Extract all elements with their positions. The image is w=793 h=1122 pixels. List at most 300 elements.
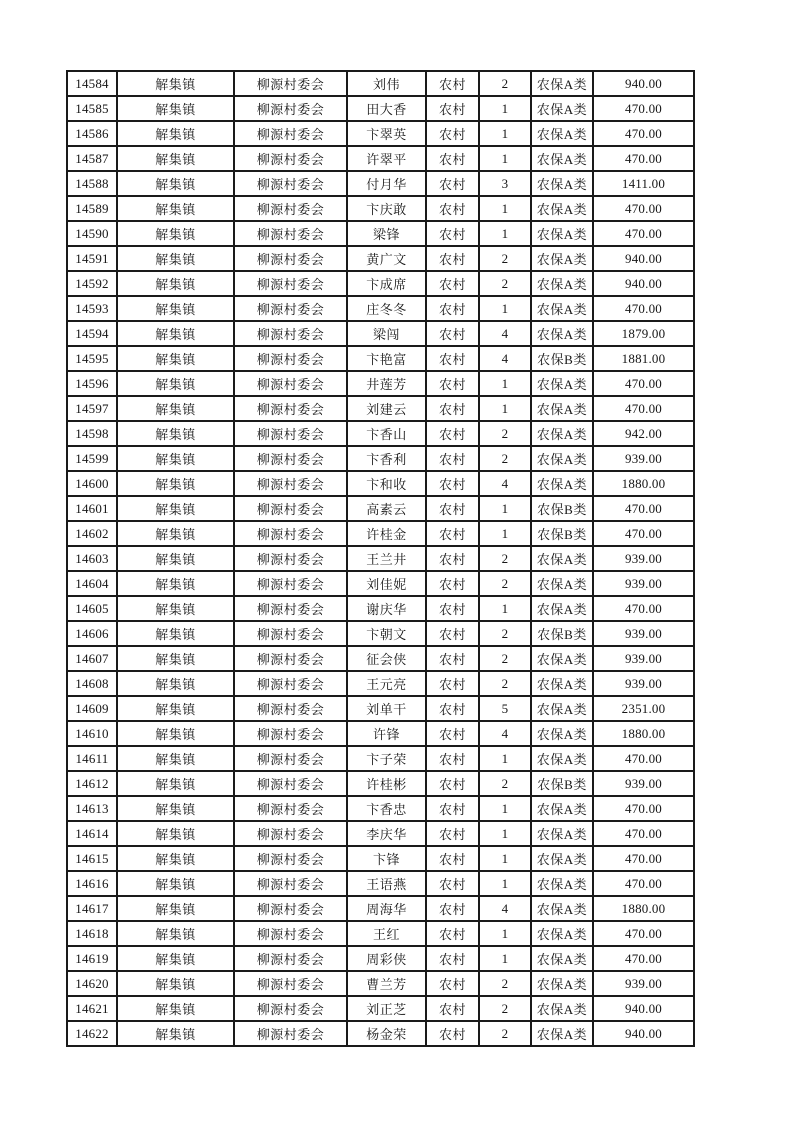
cell-residence-type: 农村 bbox=[426, 446, 479, 471]
cell-record-id: 14615 bbox=[67, 846, 117, 871]
cell-amount: 942.00 bbox=[593, 421, 694, 446]
cell-person-count: 2 bbox=[479, 421, 531, 446]
cell-record-id: 14594 bbox=[67, 321, 117, 346]
cell-town: 解集镇 bbox=[117, 221, 234, 246]
cell-insurance-category: 农保B类 bbox=[531, 496, 593, 521]
cell-record-id: 14590 bbox=[67, 221, 117, 246]
cell-village-committee: 柳源村委会 bbox=[234, 496, 347, 521]
cell-town: 解集镇 bbox=[117, 371, 234, 396]
cell-amount: 470.00 bbox=[593, 296, 694, 321]
cell-record-id: 14618 bbox=[67, 921, 117, 946]
cell-town: 解集镇 bbox=[117, 471, 234, 496]
cell-person-name: 谢庆华 bbox=[347, 596, 426, 621]
cell-insurance-category: 农保A类 bbox=[531, 146, 593, 171]
cell-town: 解集镇 bbox=[117, 246, 234, 271]
cell-residence-type: 农村 bbox=[426, 971, 479, 996]
cell-insurance-category: 农保A类 bbox=[531, 546, 593, 571]
cell-town: 解集镇 bbox=[117, 946, 234, 971]
cell-insurance-category: 农保A类 bbox=[531, 921, 593, 946]
cell-person-count: 1 bbox=[479, 296, 531, 321]
cell-village-committee: 柳源村委会 bbox=[234, 246, 347, 271]
cell-residence-type: 农村 bbox=[426, 921, 479, 946]
cell-residence-type: 农村 bbox=[426, 346, 479, 371]
cell-village-committee: 柳源村委会 bbox=[234, 946, 347, 971]
cell-insurance-category: 农保A类 bbox=[531, 471, 593, 496]
cell-record-id: 14622 bbox=[67, 1021, 117, 1046]
cell-person-name: 刘单干 bbox=[347, 696, 426, 721]
cell-insurance-category: 农保A类 bbox=[531, 196, 593, 221]
table-row bbox=[67, 571, 694, 596]
table-row bbox=[67, 671, 694, 696]
cell-person-count: 2 bbox=[479, 971, 531, 996]
cell-person-count: 1 bbox=[479, 746, 531, 771]
cell-amount: 939.00 bbox=[593, 671, 694, 696]
cell-residence-type: 农村 bbox=[426, 246, 479, 271]
cell-residence-type: 农村 bbox=[426, 521, 479, 546]
cell-town: 解集镇 bbox=[117, 121, 234, 146]
cell-residence-type: 农村 bbox=[426, 421, 479, 446]
cell-amount: 470.00 bbox=[593, 371, 694, 396]
cell-amount: 470.00 bbox=[593, 521, 694, 546]
cell-record-id: 14620 bbox=[67, 971, 117, 996]
cell-person-count: 2 bbox=[479, 671, 531, 696]
cell-town: 解集镇 bbox=[117, 271, 234, 296]
cell-residence-type: 农村 bbox=[426, 221, 479, 246]
cell-village-committee: 柳源村委会 bbox=[234, 571, 347, 596]
cell-person-name: 卞香山 bbox=[347, 421, 426, 446]
cell-village-committee: 柳源村委会 bbox=[234, 796, 347, 821]
cell-person-name: 卞朝文 bbox=[347, 621, 426, 646]
cell-person-name: 梁锋 bbox=[347, 221, 426, 246]
cell-person-count: 1 bbox=[479, 396, 531, 421]
cell-village-committee: 柳源村委会 bbox=[234, 671, 347, 696]
cell-insurance-category: 农保A类 bbox=[531, 796, 593, 821]
table-body bbox=[67, 71, 694, 1046]
cell-record-id: 14609 bbox=[67, 696, 117, 721]
cell-person-count: 2 bbox=[479, 771, 531, 796]
cell-amount: 470.00 bbox=[593, 596, 694, 621]
table-row bbox=[67, 971, 694, 996]
cell-village-committee: 柳源村委会 bbox=[234, 596, 347, 621]
cell-town: 解集镇 bbox=[117, 671, 234, 696]
cell-residence-type: 农村 bbox=[426, 946, 479, 971]
cell-village-committee: 柳源村委会 bbox=[234, 696, 347, 721]
cell-insurance-category: 农保A类 bbox=[531, 96, 593, 121]
cell-residence-type: 农村 bbox=[426, 821, 479, 846]
cell-residence-type: 农村 bbox=[426, 1021, 479, 1046]
cell-person-name: 卞锋 bbox=[347, 846, 426, 871]
cell-residence-type: 农村 bbox=[426, 146, 479, 171]
cell-person-name: 杨金荣 bbox=[347, 1021, 426, 1046]
cell-person-name: 卞艳富 bbox=[347, 346, 426, 371]
cell-person-name: 许锋 bbox=[347, 721, 426, 746]
cell-insurance-category: 农保A类 bbox=[531, 596, 593, 621]
cell-village-committee: 柳源村委会 bbox=[234, 421, 347, 446]
cell-record-id: 14619 bbox=[67, 946, 117, 971]
cell-residence-type: 农村 bbox=[426, 896, 479, 921]
cell-village-committee: 柳源村委会 bbox=[234, 296, 347, 321]
cell-insurance-category: 农保A类 bbox=[531, 71, 593, 96]
cell-amount: 1880.00 bbox=[593, 721, 694, 746]
cell-person-count: 2 bbox=[479, 246, 531, 271]
cell-amount: 939.00 bbox=[593, 571, 694, 596]
cell-village-committee: 柳源村委会 bbox=[234, 221, 347, 246]
cell-amount: 939.00 bbox=[593, 621, 694, 646]
cell-residence-type: 农村 bbox=[426, 296, 479, 321]
table-row bbox=[67, 546, 694, 571]
cell-person-name: 王元亮 bbox=[347, 671, 426, 696]
cell-residence-type: 农村 bbox=[426, 396, 479, 421]
cell-village-committee: 柳源村委会 bbox=[234, 971, 347, 996]
cell-person-name: 卞香忠 bbox=[347, 796, 426, 821]
cell-village-committee: 柳源村委会 bbox=[234, 1021, 347, 1046]
cell-person-count: 1 bbox=[479, 146, 531, 171]
cell-town: 解集镇 bbox=[117, 346, 234, 371]
cell-person-count: 2 bbox=[479, 271, 531, 296]
cell-record-id: 14586 bbox=[67, 121, 117, 146]
cell-person-name: 刘伟 bbox=[347, 71, 426, 96]
cell-person-count: 5 bbox=[479, 696, 531, 721]
cell-residence-type: 农村 bbox=[426, 171, 479, 196]
cell-record-id: 14596 bbox=[67, 371, 117, 396]
cell-town: 解集镇 bbox=[117, 896, 234, 921]
cell-amount: 470.00 bbox=[593, 821, 694, 846]
cell-insurance-category: 农保B类 bbox=[531, 521, 593, 546]
cell-person-count: 2 bbox=[479, 546, 531, 571]
cell-person-name: 周彩侠 bbox=[347, 946, 426, 971]
cell-amount: 2351.00 bbox=[593, 696, 694, 721]
cell-insurance-category: 农保A类 bbox=[531, 871, 593, 896]
cell-person-name: 庄冬冬 bbox=[347, 296, 426, 321]
cell-record-id: 14617 bbox=[67, 896, 117, 921]
cell-person-name: 王红 bbox=[347, 921, 426, 946]
cell-record-id: 14602 bbox=[67, 521, 117, 546]
cell-village-committee: 柳源村委会 bbox=[234, 446, 347, 471]
cell-person-count: 1 bbox=[479, 496, 531, 521]
table-row bbox=[67, 871, 694, 896]
cell-residence-type: 农村 bbox=[426, 471, 479, 496]
table-row bbox=[67, 821, 694, 846]
cell-person-name: 李庆华 bbox=[347, 821, 426, 846]
cell-village-committee: 柳源村委会 bbox=[234, 346, 347, 371]
cell-record-id: 14598 bbox=[67, 421, 117, 446]
cell-insurance-category: 农保A类 bbox=[531, 721, 593, 746]
cell-town: 解集镇 bbox=[117, 721, 234, 746]
cell-person-name: 卞翠英 bbox=[347, 121, 426, 146]
cell-person-name: 王兰井 bbox=[347, 546, 426, 571]
cell-residence-type: 农村 bbox=[426, 721, 479, 746]
cell-person-count: 4 bbox=[479, 471, 531, 496]
cell-town: 解集镇 bbox=[117, 396, 234, 421]
cell-town: 解集镇 bbox=[117, 871, 234, 896]
cell-amount: 940.00 bbox=[593, 271, 694, 296]
table-row bbox=[67, 296, 694, 321]
table-row bbox=[67, 796, 694, 821]
cell-residence-type: 农村 bbox=[426, 271, 479, 296]
cell-person-name: 卞和收 bbox=[347, 471, 426, 496]
cell-village-committee: 柳源村委会 bbox=[234, 71, 347, 96]
cell-town: 解集镇 bbox=[117, 746, 234, 771]
cell-residence-type: 农村 bbox=[426, 846, 479, 871]
cell-residence-type: 农村 bbox=[426, 96, 479, 121]
cell-record-id: 14592 bbox=[67, 271, 117, 296]
cell-person-name: 井莲芳 bbox=[347, 371, 426, 396]
cell-amount: 1880.00 bbox=[593, 471, 694, 496]
cell-amount: 470.00 bbox=[593, 396, 694, 421]
cell-insurance-category: 农保A类 bbox=[531, 696, 593, 721]
cell-residence-type: 农村 bbox=[426, 771, 479, 796]
cell-person-name: 刘建云 bbox=[347, 396, 426, 421]
cell-amount: 470.00 bbox=[593, 121, 694, 146]
cell-insurance-category: 农保A类 bbox=[531, 646, 593, 671]
cell-insurance-category: 农保B类 bbox=[531, 346, 593, 371]
cell-residence-type: 农村 bbox=[426, 121, 479, 146]
cell-person-count: 1 bbox=[479, 921, 531, 946]
cell-insurance-category: 农保A类 bbox=[531, 396, 593, 421]
cell-person-count: 2 bbox=[479, 446, 531, 471]
cell-amount: 1880.00 bbox=[593, 896, 694, 921]
cell-person-name: 刘佳妮 bbox=[347, 571, 426, 596]
cell-amount: 1879.00 bbox=[593, 321, 694, 346]
cell-residence-type: 农村 bbox=[426, 996, 479, 1021]
table-row bbox=[67, 771, 694, 796]
cell-record-id: 14605 bbox=[67, 596, 117, 621]
cell-record-id: 14588 bbox=[67, 171, 117, 196]
cell-town: 解集镇 bbox=[117, 1021, 234, 1046]
cell-town: 解集镇 bbox=[117, 821, 234, 846]
table-row bbox=[67, 921, 694, 946]
cell-record-id: 14604 bbox=[67, 571, 117, 596]
cell-village-committee: 柳源村委会 bbox=[234, 521, 347, 546]
cell-person-count: 2 bbox=[479, 646, 531, 671]
cell-amount: 470.00 bbox=[593, 746, 694, 771]
cell-record-id: 14606 bbox=[67, 621, 117, 646]
cell-insurance-category: 农保A类 bbox=[531, 171, 593, 196]
cell-insurance-category: 农保A类 bbox=[531, 321, 593, 346]
table-row bbox=[67, 596, 694, 621]
cell-person-name: 高素云 bbox=[347, 496, 426, 521]
cell-person-name: 卞成席 bbox=[347, 271, 426, 296]
cell-village-committee: 柳源村委会 bbox=[234, 96, 347, 121]
cell-record-id: 14621 bbox=[67, 996, 117, 1021]
cell-amount: 470.00 bbox=[593, 221, 694, 246]
table-row bbox=[67, 521, 694, 546]
cell-insurance-category: 农保B类 bbox=[531, 621, 593, 646]
records-table bbox=[66, 70, 695, 1047]
cell-amount: 470.00 bbox=[593, 796, 694, 821]
cell-village-committee: 柳源村委会 bbox=[234, 621, 347, 646]
cell-residence-type: 农村 bbox=[426, 371, 479, 396]
table-row bbox=[67, 446, 694, 471]
cell-person-name: 许桂金 bbox=[347, 521, 426, 546]
cell-amount: 470.00 bbox=[593, 146, 694, 171]
cell-record-id: 14600 bbox=[67, 471, 117, 496]
cell-town: 解集镇 bbox=[117, 521, 234, 546]
cell-insurance-category: 农保A类 bbox=[531, 1021, 593, 1046]
cell-village-committee: 柳源村委会 bbox=[234, 996, 347, 1021]
cell-village-committee: 柳源村委会 bbox=[234, 371, 347, 396]
cell-person-name: 周海华 bbox=[347, 896, 426, 921]
cell-record-id: 14612 bbox=[67, 771, 117, 796]
cell-village-committee: 柳源村委会 bbox=[234, 396, 347, 421]
cell-record-id: 14591 bbox=[67, 246, 117, 271]
cell-person-name: 许桂彬 bbox=[347, 771, 426, 796]
table-row bbox=[67, 196, 694, 221]
table-row bbox=[67, 1021, 694, 1046]
cell-person-count: 1 bbox=[479, 96, 531, 121]
table-row bbox=[67, 96, 694, 121]
cell-town: 解集镇 bbox=[117, 646, 234, 671]
cell-amount: 939.00 bbox=[593, 546, 694, 571]
cell-residence-type: 农村 bbox=[426, 196, 479, 221]
cell-residence-type: 农村 bbox=[426, 871, 479, 896]
table-row bbox=[67, 321, 694, 346]
cell-person-name: 刘正芝 bbox=[347, 996, 426, 1021]
cell-insurance-category: 农保A类 bbox=[531, 246, 593, 271]
cell-person-count: 1 bbox=[479, 596, 531, 621]
table-row bbox=[67, 171, 694, 196]
cell-amount: 470.00 bbox=[593, 946, 694, 971]
cell-town: 解集镇 bbox=[117, 496, 234, 521]
cell-person-name: 曹兰芳 bbox=[347, 971, 426, 996]
cell-record-id: 14611 bbox=[67, 746, 117, 771]
cell-amount: 470.00 bbox=[593, 196, 694, 221]
cell-village-committee: 柳源村委会 bbox=[234, 846, 347, 871]
cell-person-count: 1 bbox=[479, 821, 531, 846]
cell-amount: 940.00 bbox=[593, 246, 694, 271]
cell-insurance-category: 农保A类 bbox=[531, 571, 593, 596]
cell-insurance-category: 农保A类 bbox=[531, 671, 593, 696]
cell-insurance-category: 农保A类 bbox=[531, 121, 593, 146]
table-row bbox=[67, 721, 694, 746]
cell-residence-type: 农村 bbox=[426, 596, 479, 621]
cell-amount: 470.00 bbox=[593, 871, 694, 896]
cell-residence-type: 农村 bbox=[426, 696, 479, 721]
cell-village-committee: 柳源村委会 bbox=[234, 321, 347, 346]
table-row bbox=[67, 946, 694, 971]
cell-record-id: 14608 bbox=[67, 671, 117, 696]
cell-town: 解集镇 bbox=[117, 571, 234, 596]
cell-amount: 939.00 bbox=[593, 771, 694, 796]
table-row bbox=[67, 846, 694, 871]
cell-person-count: 4 bbox=[479, 721, 531, 746]
cell-residence-type: 农村 bbox=[426, 646, 479, 671]
table-row bbox=[67, 246, 694, 271]
cell-insurance-category: 农保A类 bbox=[531, 971, 593, 996]
cell-person-count: 1 bbox=[479, 121, 531, 146]
cell-town: 解集镇 bbox=[117, 421, 234, 446]
cell-town: 解集镇 bbox=[117, 171, 234, 196]
cell-insurance-category: 农保A类 bbox=[531, 846, 593, 871]
cell-person-count: 4 bbox=[479, 896, 531, 921]
cell-amount: 939.00 bbox=[593, 646, 694, 671]
table-row bbox=[67, 646, 694, 671]
cell-town: 解集镇 bbox=[117, 446, 234, 471]
cell-record-id: 14587 bbox=[67, 146, 117, 171]
cell-person-count: 1 bbox=[479, 871, 531, 896]
table-row bbox=[67, 146, 694, 171]
table-row bbox=[67, 271, 694, 296]
cell-record-id: 14584 bbox=[67, 71, 117, 96]
cell-person-name: 梁闯 bbox=[347, 321, 426, 346]
cell-town: 解集镇 bbox=[117, 796, 234, 821]
cell-village-committee: 柳源村委会 bbox=[234, 646, 347, 671]
cell-amount: 470.00 bbox=[593, 921, 694, 946]
cell-amount: 1881.00 bbox=[593, 346, 694, 371]
cell-person-count: 1 bbox=[479, 796, 531, 821]
table-row bbox=[67, 496, 694, 521]
cell-village-committee: 柳源村委会 bbox=[234, 146, 347, 171]
cell-person-count: 1 bbox=[479, 521, 531, 546]
cell-person-count: 1 bbox=[479, 946, 531, 971]
cell-village-committee: 柳源村委会 bbox=[234, 871, 347, 896]
cell-record-id: 14614 bbox=[67, 821, 117, 846]
cell-town: 解集镇 bbox=[117, 196, 234, 221]
cell-amount: 940.00 bbox=[593, 71, 694, 96]
cell-residence-type: 农村 bbox=[426, 321, 479, 346]
cell-village-committee: 柳源村委会 bbox=[234, 921, 347, 946]
cell-insurance-category: 农保A类 bbox=[531, 896, 593, 921]
table-row bbox=[67, 621, 694, 646]
cell-record-id: 14595 bbox=[67, 346, 117, 371]
cell-person-count: 2 bbox=[479, 571, 531, 596]
cell-village-committee: 柳源村委会 bbox=[234, 546, 347, 571]
cell-record-id: 14616 bbox=[67, 871, 117, 896]
cell-person-count: 2 bbox=[479, 1021, 531, 1046]
cell-record-id: 14589 bbox=[67, 196, 117, 221]
table-row bbox=[67, 221, 694, 246]
table-row bbox=[67, 396, 694, 421]
cell-person-name: 卞香利 bbox=[347, 446, 426, 471]
cell-record-id: 14613 bbox=[67, 796, 117, 821]
cell-insurance-category: 农保A类 bbox=[531, 996, 593, 1021]
cell-insurance-category: 农保A类 bbox=[531, 946, 593, 971]
cell-record-id: 14597 bbox=[67, 396, 117, 421]
cell-amount: 940.00 bbox=[593, 1021, 694, 1046]
cell-insurance-category: 农保B类 bbox=[531, 771, 593, 796]
cell-town: 解集镇 bbox=[117, 846, 234, 871]
cell-person-name: 付月华 bbox=[347, 171, 426, 196]
cell-person-name: 卞庆敢 bbox=[347, 196, 426, 221]
cell-town: 解集镇 bbox=[117, 971, 234, 996]
cell-insurance-category: 农保A类 bbox=[531, 746, 593, 771]
cell-town: 解集镇 bbox=[117, 296, 234, 321]
cell-person-count: 1 bbox=[479, 196, 531, 221]
cell-insurance-category: 农保A类 bbox=[531, 421, 593, 446]
cell-insurance-category: 农保A类 bbox=[531, 271, 593, 296]
cell-town: 解集镇 bbox=[117, 321, 234, 346]
cell-person-count: 2 bbox=[479, 621, 531, 646]
table-row bbox=[67, 371, 694, 396]
cell-insurance-category: 农保A类 bbox=[531, 821, 593, 846]
cell-amount: 470.00 bbox=[593, 496, 694, 521]
cell-amount: 470.00 bbox=[593, 96, 694, 121]
cell-village-committee: 柳源村委会 bbox=[234, 746, 347, 771]
cell-town: 解集镇 bbox=[117, 96, 234, 121]
cell-person-name: 田大香 bbox=[347, 96, 426, 121]
cell-insurance-category: 农保A类 bbox=[531, 446, 593, 471]
cell-residence-type: 农村 bbox=[426, 571, 479, 596]
cell-town: 解集镇 bbox=[117, 921, 234, 946]
cell-village-committee: 柳源村委会 bbox=[234, 896, 347, 921]
cell-residence-type: 农村 bbox=[426, 621, 479, 646]
cell-amount: 939.00 bbox=[593, 971, 694, 996]
cell-insurance-category: 农保A类 bbox=[531, 221, 593, 246]
cell-insurance-category: 农保A类 bbox=[531, 371, 593, 396]
cell-person-name: 征会侠 bbox=[347, 646, 426, 671]
cell-residence-type: 农村 bbox=[426, 71, 479, 96]
cell-person-count: 2 bbox=[479, 996, 531, 1021]
